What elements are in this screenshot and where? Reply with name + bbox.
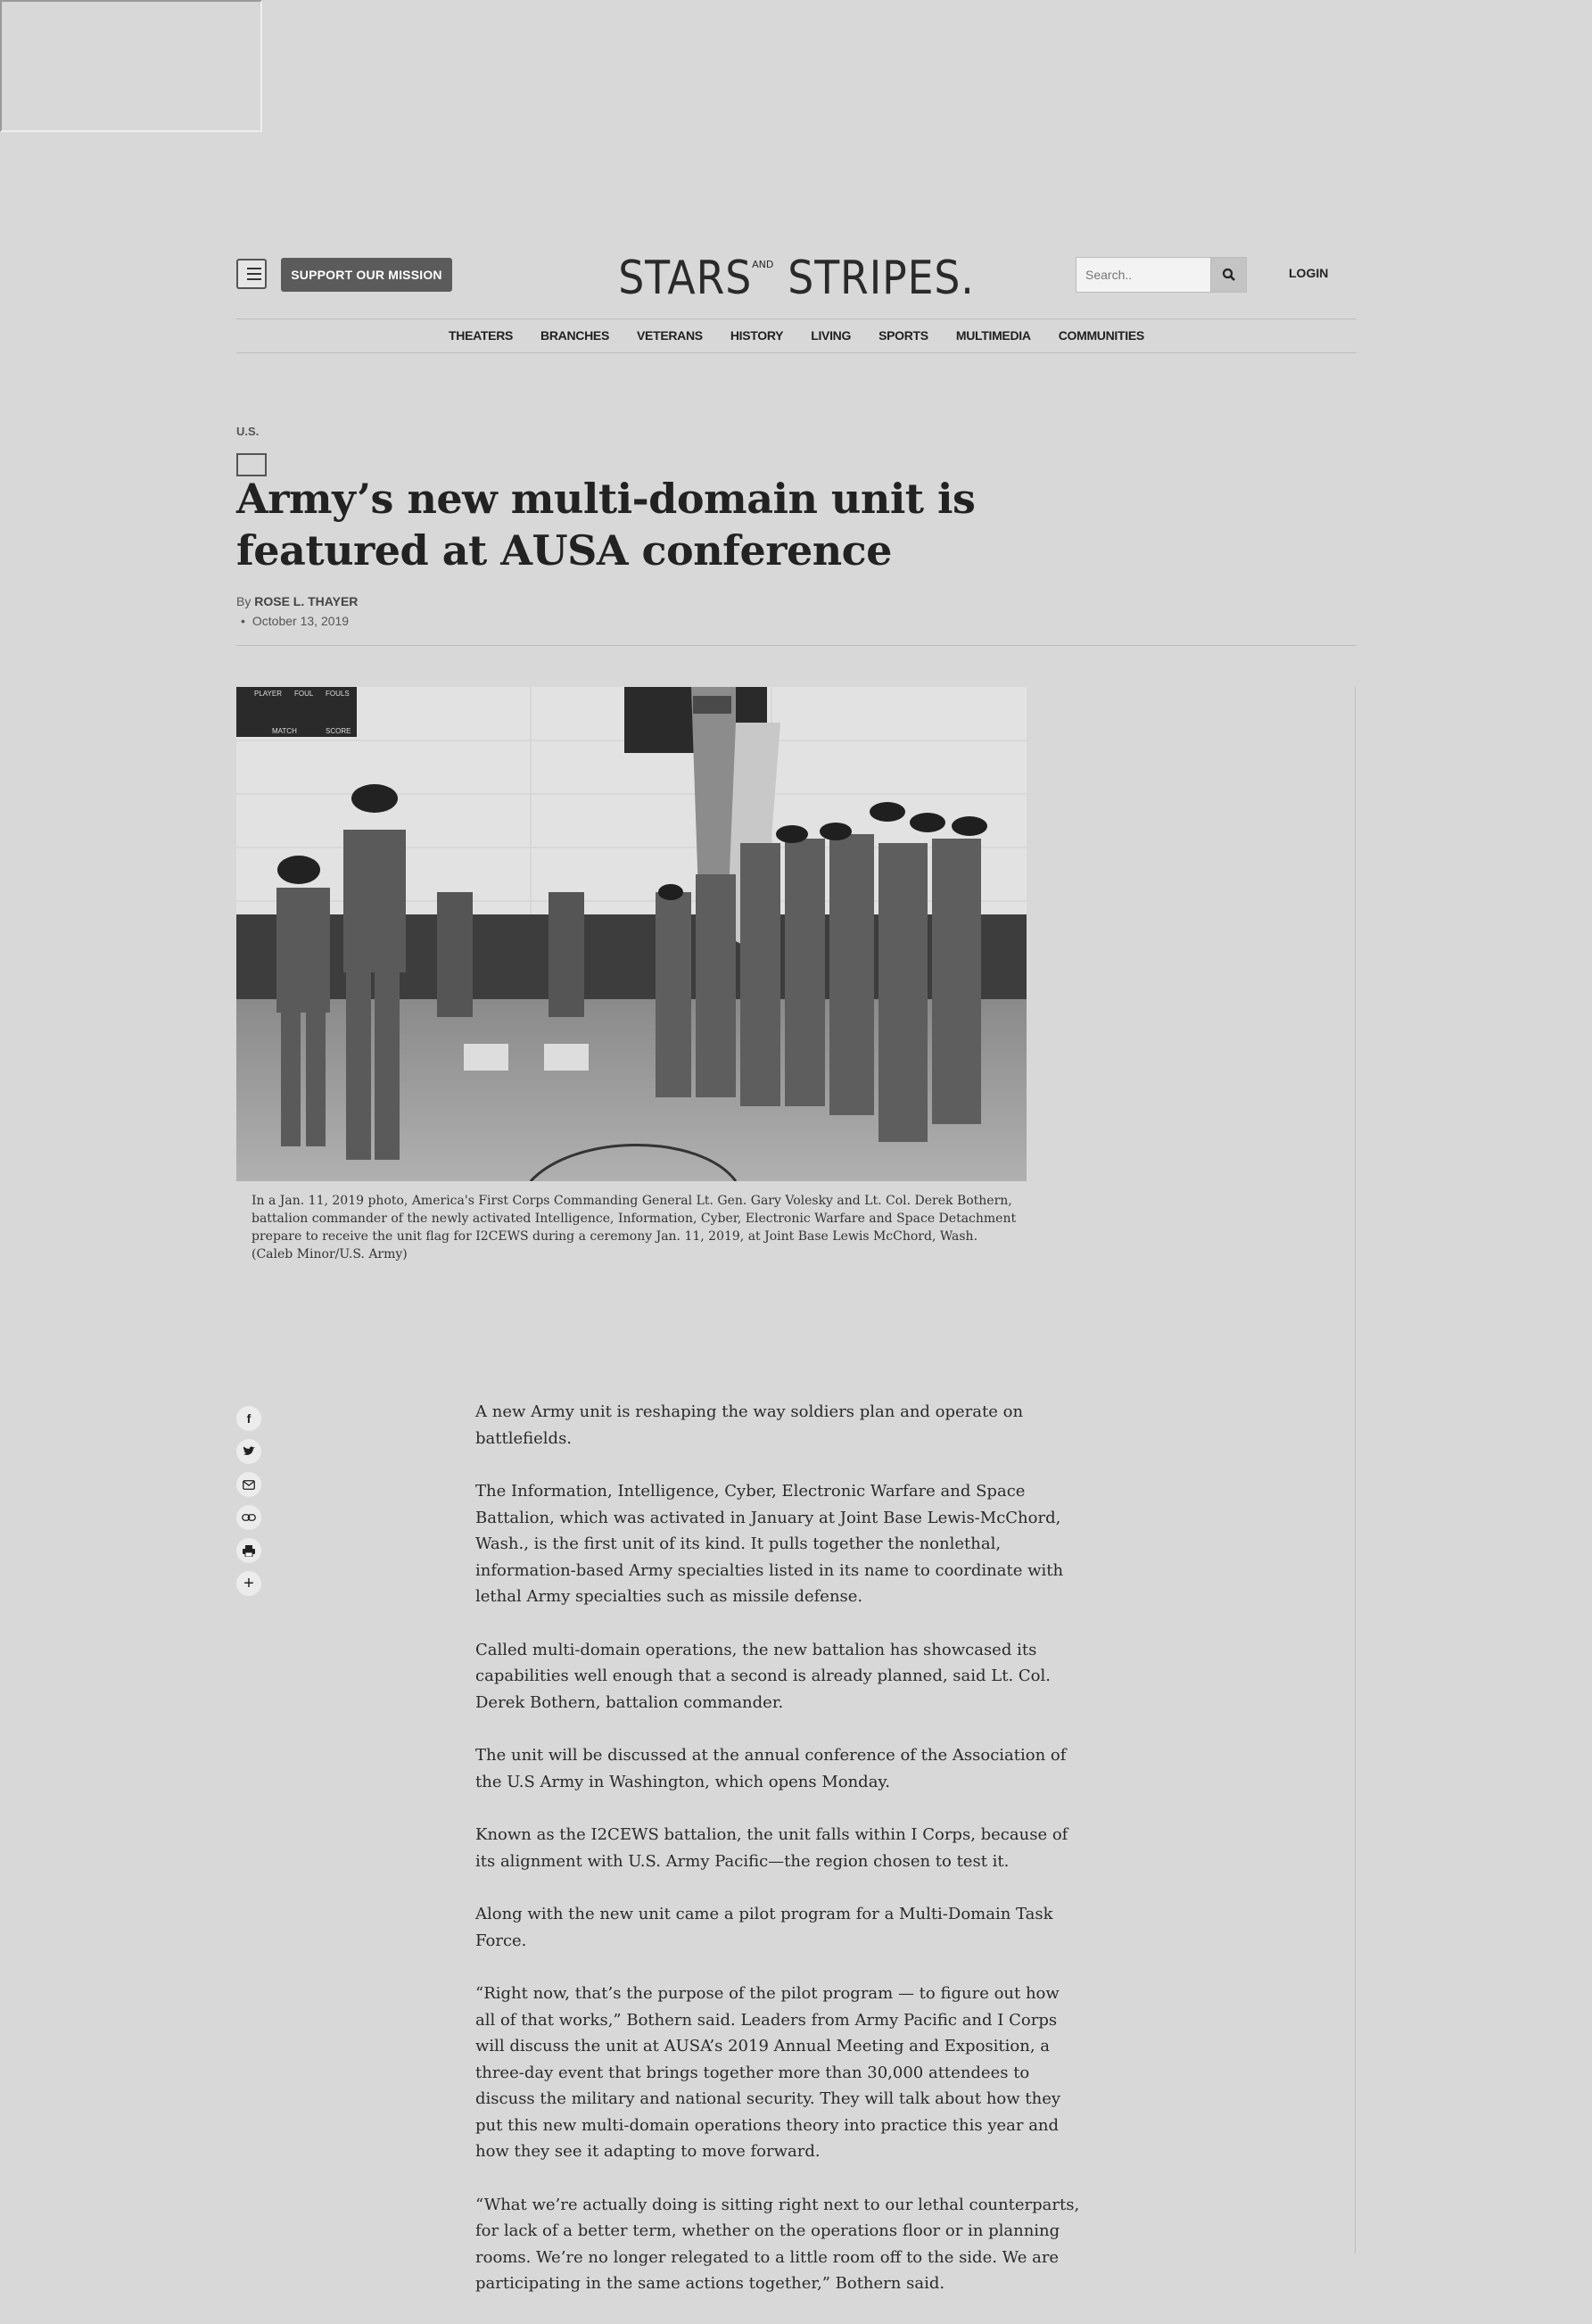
site-logo[interactable]	[611, 250, 986, 307]
nav-item-theaters[interactable]: THEATERS	[449, 328, 514, 343]
scoreboard-text-fouls: FOULS	[326, 690, 350, 698]
ad-placeholder	[0, 0, 262, 132]
main-nav	[236, 319, 1357, 351]
byline	[236, 594, 358, 608]
paragraph: The unit will be discussed at the annual conference of the Association of the U.S Army in Washington, which opens Monday.	[475, 1746, 1067, 1791]
photo-caption: In a Jan. 11, 2019 photo, America's First Corps Commanding General Lt. Gen. Gary Volesky and Lt. Col. Derek Bothern, battalion commander of the newly activated Intelligence, Information, Cyber, Electronic Warfare and Space Detachment prepare to receive the unit flag for I2CEWS during a ceremony Jan. 11, 2019, at Joint Base Lewis McChord, Wash. (Caleb Minor/U.S. Army)	[252, 1194, 1017, 1261]
search-button[interactable]	[1211, 257, 1247, 293]
article-body	[475, 1399, 1082, 2324]
support-mission-button[interactable]: SUPPORT OUR MISSION	[281, 258, 452, 292]
nav-item-history[interactable]: HISTORY	[730, 328, 784, 343]
byline-prefix: By	[236, 594, 252, 608]
publish-date: • October 13, 2019	[241, 614, 349, 628]
nav-divider-bottom	[236, 352, 1357, 353]
link-icon[interactable]	[236, 1505, 261, 1530]
scoreboard-text-score: SCORE	[326, 727, 351, 735]
article-headline: Army’s new multi-domain unit is featured at AUSA conference	[236, 475, 976, 575]
logo-text-stripes: STRIPES.	[788, 252, 976, 305]
facebook-icon[interactable]: f	[236, 1406, 261, 1431]
paragraph: Along with the new unit came a pilot program for a Multi-Domain Task Force.	[475, 1905, 1053, 1950]
logo-text-and: AND	[752, 258, 774, 270]
paragraph: “What we’re actually doing is sitting right next to our lethal counterparts, for lack of a better term, whether on the operations floor or in planning rooms. We’re no longer relegated to a little room off to the side. We are participating in the same actions together,” Bothern said.	[475, 2195, 1080, 2293]
logo-text-stars: STARS	[617, 252, 752, 305]
article-photo[interactable]	[236, 687, 1027, 1181]
paragraph: Known as the I2CEWS battalion, the unit falls within I Corps, because of its alignment with U.S. Army Pacific—the region chosen to test it.	[475, 1825, 1068, 1871]
nav-item-living[interactable]: LIVING	[811, 328, 852, 343]
header-divider	[236, 645, 1357, 646]
section-label[interactable]: U.S.	[236, 425, 260, 438]
scoreboard-text-player: PLAYER	[254, 690, 282, 698]
menu-button[interactable]	[236, 259, 267, 289]
share-toolbar	[236, 1406, 263, 1604]
scoreboard-text-match: MATCH	[272, 727, 297, 735]
search-bar	[1076, 257, 1247, 293]
search-icon	[1222, 268, 1236, 282]
plus-icon[interactable]: +	[236, 1571, 261, 1596]
hamburger-icon	[247, 268, 261, 269]
search-input[interactable]	[1076, 257, 1211, 293]
login-link[interactable]: LOGIN	[1289, 266, 1329, 280]
ceremony-photo	[236, 687, 1027, 1181]
email-icon[interactable]	[236, 1472, 261, 1497]
nav-item-sports[interactable]: SPORTS	[878, 328, 928, 343]
paragraph: A new Army unit is reshaping the way soldiers plan and operate on battlefields.	[475, 1402, 1024, 1448]
scoreboard-text-foul: FOUL	[294, 690, 314, 698]
print-icon[interactable]	[236, 1538, 261, 1563]
nav-item-branches[interactable]: BRANCHES	[540, 328, 609, 343]
author-link[interactable]: ROSE L. THAYER	[254, 594, 359, 608]
paragraph: Called multi-domain operations, the new battalion has showcased its capabilities well enough that a second is already planned, said Lt. Col. Derek Bothern, battalion commander.	[475, 1640, 1051, 1712]
site-header	[236, 250, 1357, 305]
nav-item-veterans[interactable]: VETERANS	[637, 328, 703, 343]
paragraph: The Information, Intelligence, Cyber, Electronic Warfare and Space Battalion, which was activated in January at Joint Base Lewis-McChord, Wash., is the first unit of its kind. It pulls together the nonlethal, information-based Army specialties listed in its name to coordinate with lethal Army specialties such as missile defense.	[475, 1482, 1064, 1606]
sidebar-divider	[1355, 687, 1356, 2254]
nav-item-multimedia[interactable]: MULTIMEDIA	[955, 328, 1031, 343]
nav-item-communities[interactable]: COMMUNITIES	[1058, 328, 1144, 343]
paragraph: “Right now, that’s the purpose of the pilot program — to figure out how all of that works,” Bothern said. Leaders from Army Pacific and I Corps will discuss the unit at AUSA’s 2019 Annual Meeting and Exposition, a three-day event that brings together more than 30,000 attendees to discuss the military and national security. They will talk about how they put this new multi-domain operations theory into practice this year and how they see it adapting to move forward.	[475, 1984, 1061, 2161]
twitter-icon[interactable]	[236, 1439, 261, 1464]
